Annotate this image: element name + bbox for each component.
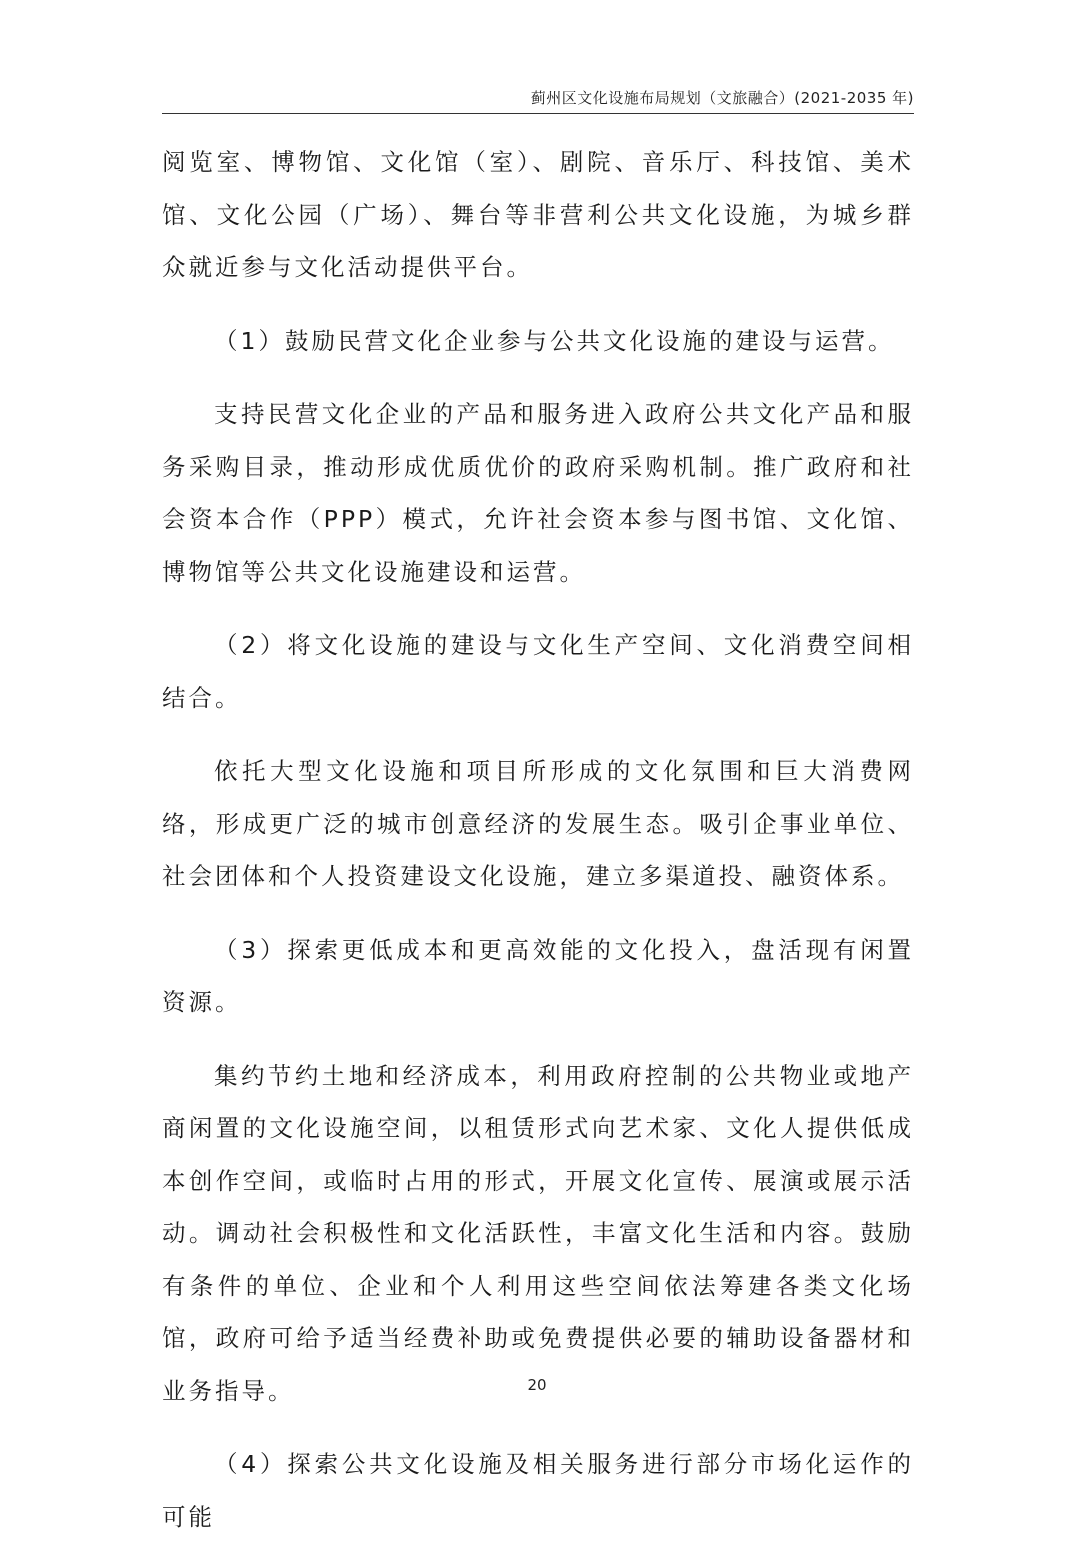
paragraph-private-enterprise: 支持民营文化企业的产品和服务进入政府公共文化产品和服务采购目录，推动形成优质优价的政府采购机制。推广政府和社会资本合作（PPP）模式，允许社会资本参与图书馆、文化馆、博物馆等公共文化设施建设和运营。 [162, 400, 914, 586]
section-heading-1: （1）鼓励民营文化企业参与公共文化设施的建设与运营。 [214, 326, 895, 355]
paragraph-idle-resources: 集约节约土地和经济成本，利用政府控制的公共物业或地产商闲置的文化设施空间，以租赁形式向艺术家、文化人提供低成本创作空间，或临时占用的形式，开展文化宣传、展演或展示活动。调动社会积极性和文化活跃性，丰富文化生活和内容。鼓励有条件的单位、企业和个人利用这些空间依法筹建各类文化场馆，政府可给予适当经费补助或免费提供必要的辅助设备器材和业务指导。 [162, 1061, 914, 1405]
running-header: 蓟州区文化设施布局规划（文旅融合）(2021-2035 年) [530, 89, 914, 107]
section-heading-2: （2）将文化设施的建设与文化生产空间、文化消费空间相结合。 [162, 631, 914, 712]
header-divider [162, 113, 914, 114]
section-heading-4: （4）探索公共文化设施及相关服务进行部分市场化运作的可能 [162, 1450, 914, 1531]
paragraph-consumption-network: 依托大型文化设施和项目所形成的文化氛围和巨大消费网络，形成更广泛的城市创意经济的发展生态。吸引企事业单位、社会团体和个人投资建设文化设施，建立多渠道投、融资体系。 [162, 757, 914, 890]
document-body [162, 136, 914, 1543]
section-heading-3: （3）探索更低成本和更高效能的文化投入，盘活现有闲置资源。 [162, 935, 914, 1016]
page-number: 20 [527, 1376, 547, 1394]
paragraph-continuation: 阅览室、博物馆、文化馆（室）、剧院、音乐厅、科技馆、美术馆、文化公园（广场）、舞台等非营利公共文化设施，为城乡群众就近参与文化活动提供平台。 [162, 148, 914, 281]
